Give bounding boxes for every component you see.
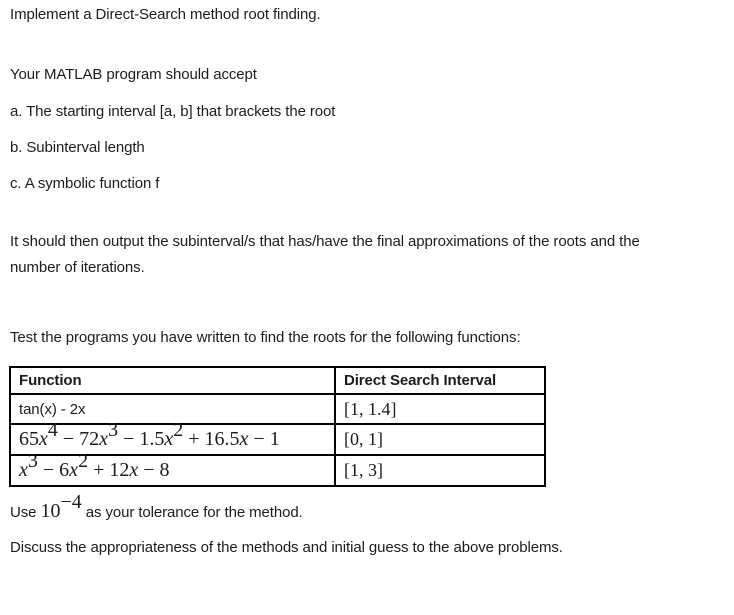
- function-cell: $65x^4 - 72x^3 - 1.5x^2 + 16.5x - 1$: [10, 424, 335, 455]
- functions-table: [9, 366, 546, 487]
- function-cell: $x^3 - 6x^2 + 12x - 8$: [10, 455, 335, 486]
- interval-cell: [0, 1]: [335, 424, 545, 455]
- table-header-interval: Direct Search Interval: [335, 367, 545, 394]
- interval-cell: [1, 1.4]: [335, 394, 545, 424]
- function-cell: tan(x) - 2x: [10, 394, 335, 424]
- table-header-function: Function: [10, 367, 335, 394]
- interval-cell: [1, 3]: [335, 455, 545, 486]
- requirement-item-b: b. Subinterval length: [10, 139, 145, 156]
- paragraph-intro: Implement a Direct-Search method root finding.: [10, 6, 321, 23]
- paragraph-tolerance: Use $10^{-4}$ as your tolerance for the method.: [10, 491, 303, 522]
- requirement-item-c: c. A symbolic function f: [10, 175, 160, 192]
- requirement-item-a: a. The starting interval [a, b] that brackets the root: [10, 103, 336, 120]
- table-row: [10, 394, 545, 424]
- paragraph-test-intro: Test the programs you have written to find the roots for the following functions:: [10, 329, 521, 346]
- table-header-row: [10, 367, 545, 394]
- paragraph-output-line2: number of iterations.: [10, 259, 145, 276]
- paragraph-output-line1: It should then output the subinterval/s that has/have the final approximations of the roots and the: [10, 233, 640, 250]
- paragraph-accept-intro: Your MATLAB program should accept: [10, 66, 257, 83]
- paragraph-discuss: Discuss the appropriateness of the methods and initial guess to the above problems.: [10, 539, 563, 556]
- table-row: [10, 455, 545, 486]
- table-row: [10, 424, 545, 455]
